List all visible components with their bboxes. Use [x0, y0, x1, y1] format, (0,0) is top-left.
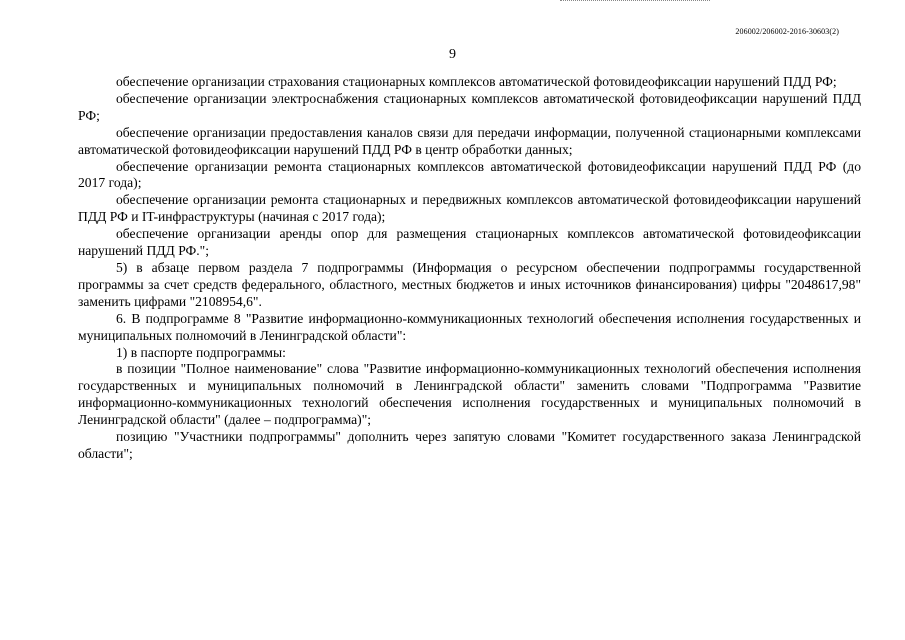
paragraph: 5) в абзаце первом раздела 7 подпрограммы (Информация о ресурсном обеспечении подпрограммы государственной программы за счет средств федерального, областного, местных бюджетов и иных источников финансирования) цифры "2048617,98" заменить цифрами "2108954,6". — [78, 259, 861, 309]
paragraph: обеспечение организации страхования стационарных комплексов автоматической фотовидеофиксации нарушений ПДД РФ; — [116, 74, 837, 89]
paragraph: обеспечение организации предоставления каналов связи для передачи информации, полученной стационарными комплексами автоматической фотовидеофиксации нарушений ПДД РФ в центр обработки данных; — [78, 124, 861, 157]
scan-top-mark — [560, 0, 710, 3]
paragraph: в позиции "Полное наименование" слова "Развитие информационно-коммуникационных технологий обеспечения исполнения государственных и муниципальных полномочий в Ленинградской области" заменить словами "Подпрограмма "Развитие информационно-коммуникационных технологий обеспечения исполнения государственных и муниципальных полномочий в Ленинградской области" (далее – подпрограмма)"; — [78, 361, 861, 428]
paragraph: обеспечение организации аренды опор для размещения стационарных комплексов автоматической фотовидеофиксации нарушений ПДД РФ."; — [78, 226, 861, 259]
page-number: 9 — [449, 47, 456, 62]
paragraph: обеспечение организации электроснабжения стационарных комплексов автоматической фотовидеофиксации нарушений ПДД РФ; — [78, 90, 861, 123]
paragraph: 6. В подпрограмме 8 "Развитие информационно-коммуникационных технологий обеспечения исполнения государственных и муниципальных полномочий в Ленинградской области": — [78, 310, 861, 343]
paragraph: обеспечение организации ремонта стационарных и передвижных комплексов автоматической фотовидеофиксации нарушений ПДД РФ и IT-инфраструктуры (начиная с 2017 года); — [78, 192, 861, 225]
document-body — [78, 74, 861, 463]
paragraph: позицию "Участники подпрограммы" дополнить через запятую словами "Комитет государственного заказа Ленинградской области"; — [78, 429, 861, 461]
document-id: 206002/206002-2016-30603(2) — [735, 27, 839, 36]
paragraph: обеспечение организации ремонта стационарных комплексов автоматической фотовидеофиксации нарушений ПДД РФ (до 2017 года); — [78, 158, 861, 191]
paragraph: 1) в паспорте подпрограммы: — [116, 344, 286, 360]
